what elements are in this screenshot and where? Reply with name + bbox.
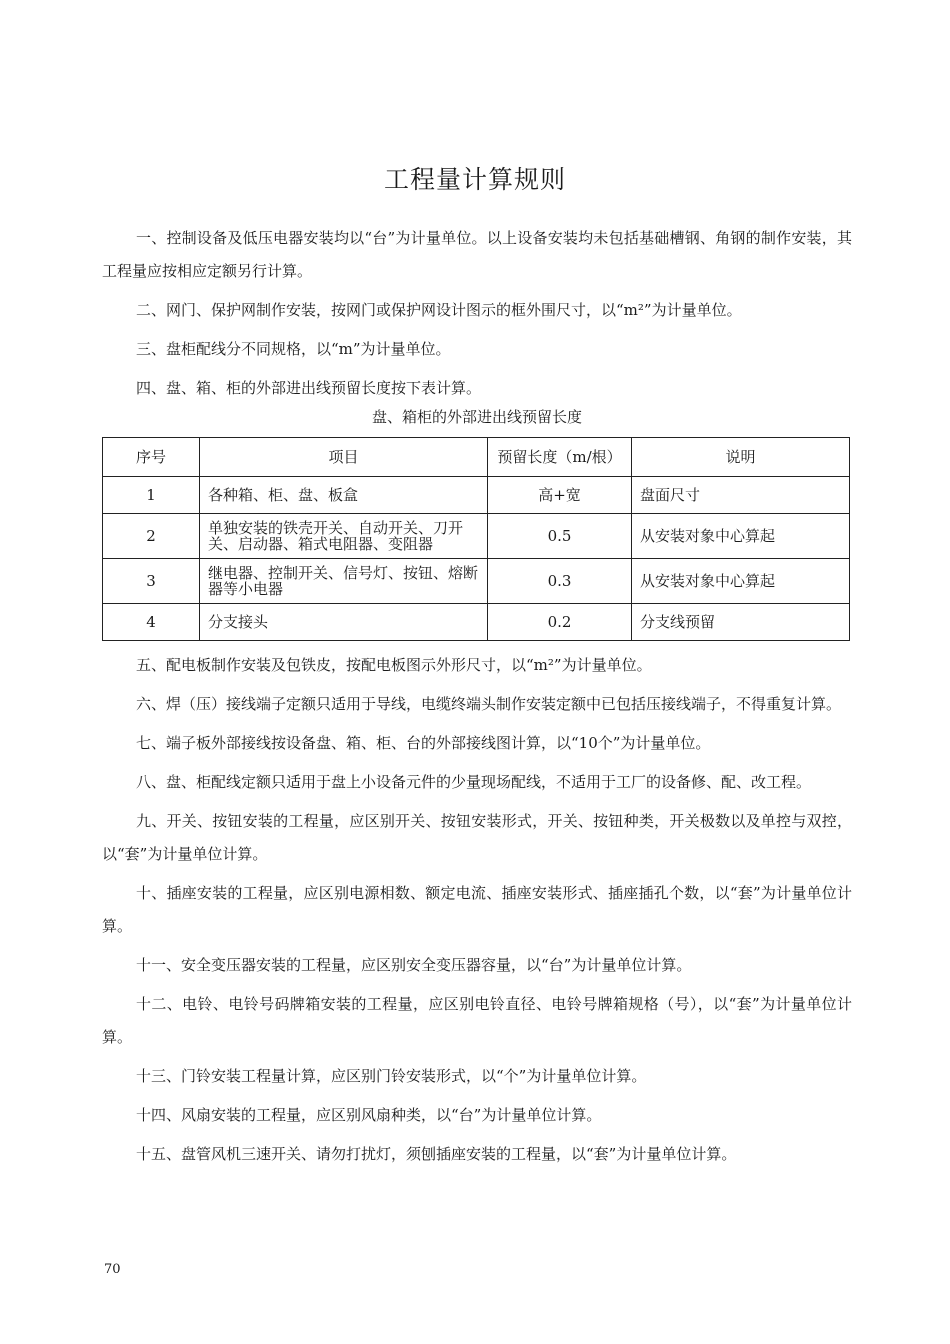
- paragraph-7: 七、端子板外部接线按设备盘、箱、柜、台的外部接线图计算，以“10个”为计量单位。: [136, 734, 711, 752]
- paragraph-10: 十、插座安装的工程量，应区别电源相数、额定电流、插座安装形式、插座插孔个数，以“套”为计量单位计算。: [102, 884, 852, 935]
- cell-reserve-length: 0.2: [488, 604, 632, 641]
- reserve-length-table: [102, 437, 850, 641]
- paragraph-15: 十五、盘管风机三速开关、请勿打扰灯，须刨插座安装的工程量，以“套”为计量单位计算。: [136, 1145, 737, 1163]
- paragraph-12: 十二、电铃、电铃号码牌箱安装的工程量，应区别电铃直径、电铃号牌箱规格（号），以“套”为计量单位计算。: [102, 995, 852, 1046]
- paragraph-2: 二、网门、保护网制作安装，按网门或保护网设计图示的框外围尺寸，以“m²”为计量单位。: [136, 301, 742, 319]
- page-number: 70: [104, 1262, 121, 1277]
- cell-note: 分支线预留: [632, 604, 850, 641]
- header-item: 项目: [200, 438, 488, 477]
- cell-note: 从安装对象中心算起: [632, 514, 850, 559]
- header-reserve-length: 预留长度（m/根）: [488, 438, 632, 477]
- paragraph-9: 九、开关、按钮安装的工程量，应区别开关、按钮安装形式，开关、按钮种类，开关极数以及单控与双控，以“套”为计量单位计算。: [102, 812, 852, 863]
- paragraph-6: 六、焊（压）接线端子定额只适用于导线，电缆终端头制作安装定额中已包括压接线端子，不得重复计算。: [136, 695, 842, 713]
- table-row: [103, 477, 850, 514]
- cell-index: 3: [103, 559, 200, 604]
- cell-item: 单独安装的铁壳开关、自动开关、刀开关、启动器、箱式电阻器、变阻器: [200, 514, 488, 559]
- paragraph-3: 三、盘柜配线分不同规格，以“m”为计量单位。: [136, 340, 451, 358]
- paragraph-11: 十一、安全变压器安装的工程量，应区别安全变压器容量，以“台”为计量单位计算。: [136, 956, 692, 974]
- paragraph-4: 四、盘、箱、柜的外部进出线预留长度按下表计算。: [136, 379, 482, 397]
- table-header-row: [103, 438, 850, 477]
- cell-reserve-length: 高+宽: [488, 477, 632, 514]
- document-body: [102, 222, 852, 1177]
- cell-index: 1: [103, 477, 200, 514]
- paragraph-13: 十三、门铃安装工程量计算，应区别门铃安装形式，以“个”为计量单位计算。: [136, 1067, 647, 1085]
- cell-item: 分支接头: [200, 604, 488, 641]
- cell-reserve-length: 0.3: [488, 559, 632, 604]
- cell-reserve-length: 0.5: [488, 514, 632, 559]
- cell-item: 各种箱、柜、盘、板盒: [200, 477, 488, 514]
- page-title: 工程量计算规则: [383, 165, 566, 194]
- paragraph-8: 八、盘、柜配线定额只适用于盘上小设备元件的少量现场配线，不适用于工厂的设备修、配、改工程。: [136, 773, 812, 791]
- paragraph-1: 一、控制设备及低压电器安装均以“台”为计量单位。以上设备安装均未包括基础槽钢、角钢的制作安装，其工程量应按相应定额另行计算。: [102, 229, 852, 280]
- cell-index: 2: [103, 514, 200, 559]
- paragraph-14: 十四、风扇安装的工程量，应区别风扇种类，以“台”为计量单位计算。: [136, 1106, 602, 1124]
- table-caption: 盘、箱柜的外部进出线预留长度: [371, 408, 582, 426]
- header-note: 说明: [632, 438, 850, 477]
- table-row: [103, 559, 850, 604]
- paragraph-5: 五、配电板制作安装及包铁皮，按配电板图示外形尺寸，以“m²”为计量单位。: [136, 656, 652, 674]
- cell-note: 从安装对象中心算起: [632, 559, 850, 604]
- cell-item: 继电器、控制开关、信号灯、按钮、熔断器等小电器: [200, 559, 488, 604]
- cell-note: 盘面尺寸: [632, 477, 850, 514]
- table-row: [103, 514, 850, 559]
- header-index: 序号: [103, 438, 200, 477]
- cell-index: 4: [103, 604, 200, 641]
- table-row: [103, 604, 850, 641]
